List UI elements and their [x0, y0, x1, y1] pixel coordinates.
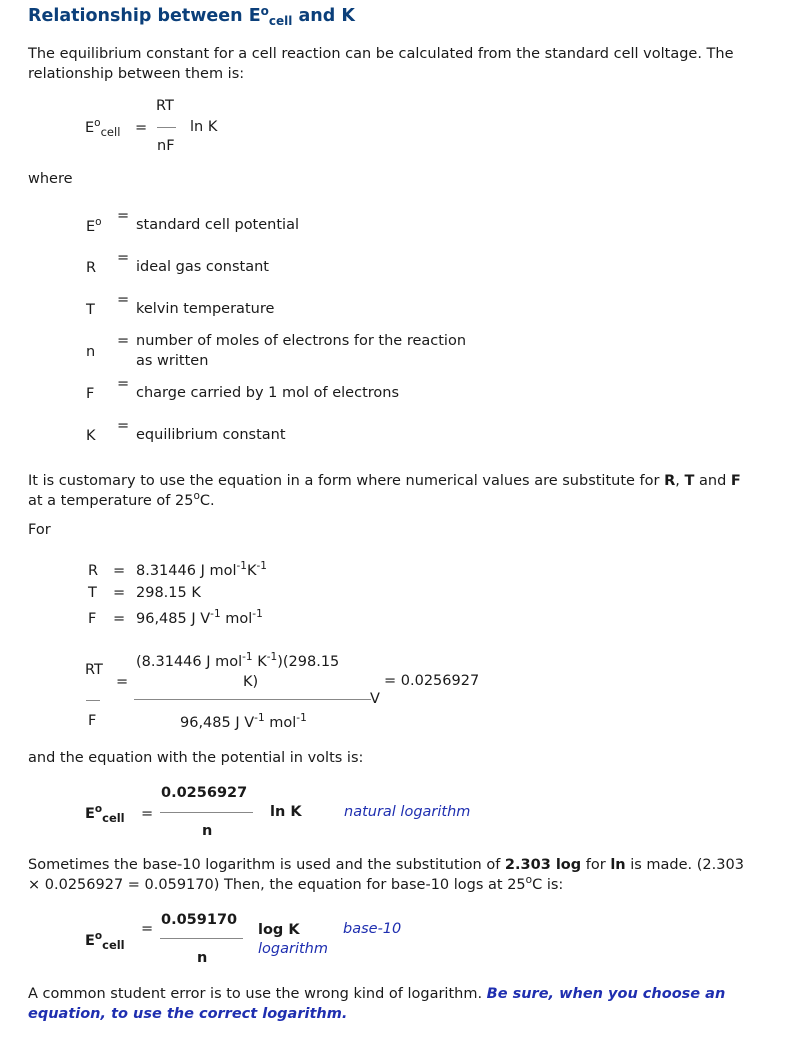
def-equals: = [117, 292, 130, 308]
def-equals: = [117, 250, 130, 266]
calc-lhs-fraction-bar [86, 700, 100, 701]
where-label: where [28, 171, 73, 187]
eq2-fraction-bar [160, 812, 253, 813]
eq3-equals: = [141, 921, 154, 937]
custom-paragraph-line2: at a temperature of 25$^o$C. [28, 490, 215, 509]
final-warning: A common student error is to use the wrong kind of logarithm. Be sure, when you choose an equation, to use the correct logarithm. [28, 986, 726, 1022]
def-desc: equilibrium constant [136, 427, 286, 443]
value-symbol-f: F [88, 611, 97, 627]
value-symbol-t: T [88, 585, 97, 601]
eq1-denominator: nF [157, 138, 175, 154]
def-desc: charge carried by 1 mol of electrons [136, 385, 400, 401]
eq3-fraction-bar [160, 938, 243, 939]
def-symbol-e: $E^o$ [86, 216, 102, 235]
def-symbol-t: T [86, 302, 95, 318]
def-equals: = [117, 418, 130, 434]
value-symbol-r: R [88, 563, 99, 579]
def-symbol-n: n [86, 344, 96, 360]
def-desc: standard cell potential [136, 217, 299, 233]
value-r: 8.31446 J $mol^{-1}K^{-1}$ [136, 560, 267, 579]
eq1-fraction-bar [157, 127, 176, 128]
eq3-note-line1: base-10 [343, 921, 402, 937]
eq2-denominator: n [202, 823, 213, 839]
eq3-numerator: 0.059170 [161, 912, 238, 928]
eq1-function: ln K [190, 119, 218, 135]
eq1-equals: = [135, 120, 148, 136]
calc-denominator: 96,485 J $V^{-1}$ mol$^{-1}$ [180, 712, 307, 731]
def-equals: = [117, 208, 130, 224]
def-desc: ideal gas constant [136, 259, 269, 275]
def-symbol-f: F [86, 386, 95, 402]
value-equals: = [113, 563, 126, 579]
eq3-function: log K [258, 922, 300, 938]
value-equals: = [113, 611, 126, 627]
value-equals: = [113, 585, 126, 601]
def-equals: = [117, 376, 130, 392]
eq2-lhs: $E^o_{cell}$ [85, 803, 125, 825]
def-symbol-r: R [86, 260, 97, 276]
eq3-denominator: n [197, 950, 208, 966]
page-title: Relationship between $E^o_{cell}$ and K [28, 4, 355, 28]
eq2-equals: = [141, 806, 154, 822]
base10-paragraph-line2: × 0.0256927 = 0.059170) Then, the equation for base-10 logs at 25$^o$C is: [28, 874, 564, 893]
calc-equals: = [116, 674, 129, 690]
volts-intro: and the equation with the potential in volts is: [28, 750, 364, 766]
eq1-lhs: $E^o_{cell}$ [85, 117, 121, 139]
eq3-lhs: $E^o_{cell}$ [85, 930, 125, 952]
def-desc: kelvin temperature [136, 301, 275, 317]
calc-lhs-denominator: F [88, 713, 97, 729]
eq2-function: ln K [270, 804, 302, 820]
eq2-numerator: 0.0256927 [161, 785, 248, 801]
for-label: For [28, 522, 51, 538]
def-equals: = [117, 333, 130, 349]
calc-lhs-numerator: RT [85, 662, 103, 678]
custom-paragraph-line1: It is customary to use the equation in a form where numerical values are substitute for R, T and F [28, 473, 741, 489]
eq3-note-line2: logarithm [258, 941, 328, 957]
value-t: 298.15 K [136, 585, 201, 601]
def-symbol-k: K [86, 428, 96, 444]
intro-paragraph: The equilibrium constant for a cell reaction can be calculated from the standard cell voltage. The relationship between them is: [28, 46, 734, 82]
base10-paragraph-line1: Sometimes the base-10 logarithm is used and the substitution of 2.303 log for ln is made. (2.303 [28, 857, 744, 873]
calc-numerator-line2: K) [243, 674, 259, 690]
def-desc-continued: as written [136, 353, 209, 369]
calc-unit: V [370, 691, 380, 707]
eq1-numerator: RT [156, 98, 174, 114]
calc-fraction-bar [134, 699, 371, 700]
eq2-note: natural logarithm [344, 804, 471, 820]
def-desc: number of moles of electrons for the reaction [136, 333, 467, 349]
value-f: 96,485 J $V^{-1}$ mol$^{-1}$ [136, 608, 263, 627]
calc-numerator-line1: (8.31446 J mol$^{-1}$ $K^{-1})(298.15$ [136, 651, 340, 670]
calc-result: = 0.0256927 [384, 673, 480, 689]
